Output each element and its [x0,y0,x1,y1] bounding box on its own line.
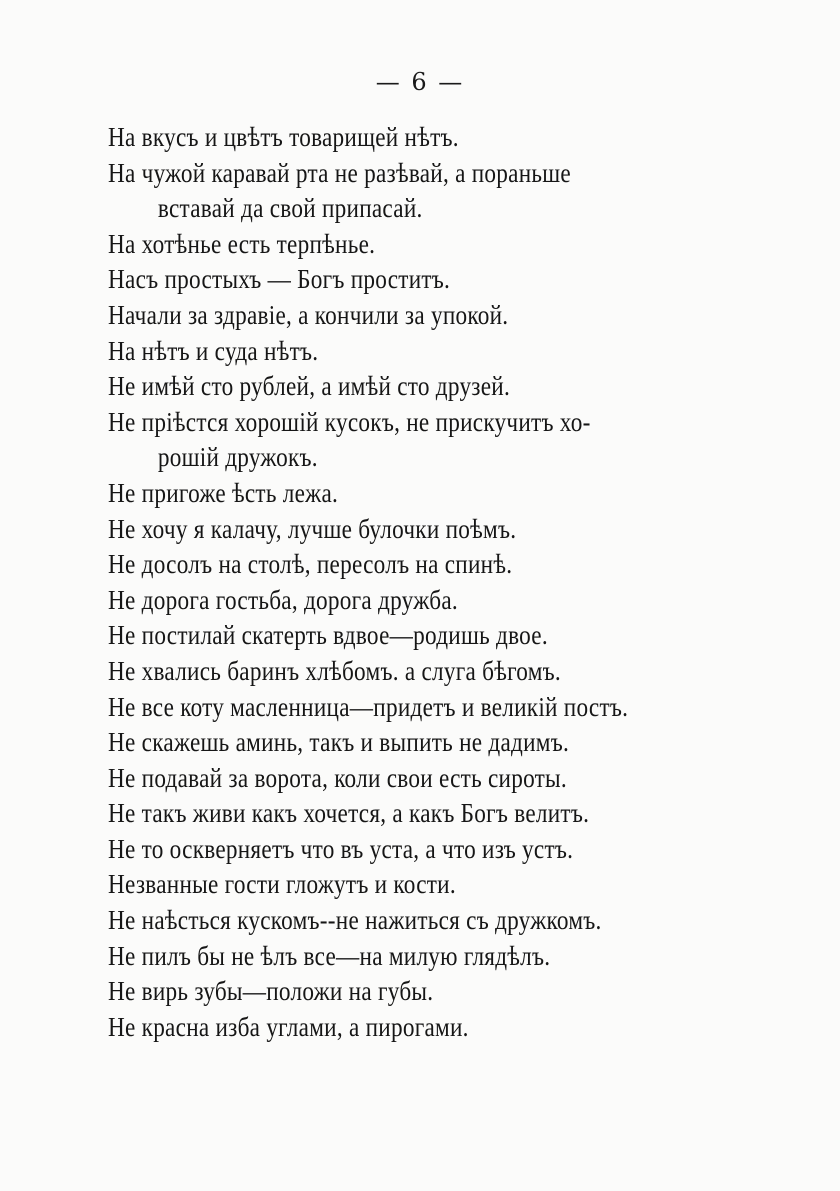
proverb-line: Насъ простыхъ — Богъ проститъ. [108,264,451,295]
proverb-line: Не имѣй сто рублей, а имѣй сто друзей. [108,371,511,402]
proverb-line: Не постилай скатерть вдвое—родишь двое. [108,620,548,651]
proverb-line: Не то оскверняетъ что въ уста, а что изъ устъ. [108,833,574,864]
proverb-line: Не наѣсться кускомъ--не нажиться съ дружкомъ. [108,905,602,936]
proverb-line: Не подавай за ворота, коли свои есть сироты. [108,762,567,793]
proverb-line: Не досолъ на столѣ, пересолъ на спинѣ. [108,549,513,580]
proverb-line: На хотѣнье есть терпѣнье. [108,228,376,259]
proverb-line: Не хвались баринъ хлѣбомъ. а слуга бѣгомъ. [108,655,561,686]
proverb-line-continuation: вставай да свой припасай. [157,193,423,224]
proverb-line: Не хочу я калачу, лучше булочки поѣмъ. [108,513,517,544]
proverb-line: На чужой каравай рта не разѣвай, а пораньше [108,157,571,188]
proverb-line: Не вирь зубы—положи на губы. [108,976,434,1007]
proverb-line: Не все коту масленница—придетъ и великій постъ. [108,691,629,722]
proverb-line: Незванные гости гложутъ и кости. [108,869,456,900]
proverb-line: Не пріѣстся хорошій кусокъ, не прискучитъ хо- [108,406,591,437]
proverb-line: Не такъ живи какъ хочется, а какъ Богъ велитъ. [108,798,590,829]
proverb-line: Не скажешь аминь, такъ и выпить не дадимъ. [108,727,570,758]
proverb-line: Не пилъ бы не ѣлъ все—на милую глядѣлъ. [108,940,551,971]
proverb-line: Не дорога гостьба, дорога дружба. [108,584,458,615]
proverb-line: Не пригоже ѣсть лежа. [108,477,339,508]
proverb-line-continuation: рошій дружокъ. [157,442,318,473]
proverb-line: На нѣтъ и суда нѣтъ. [108,335,319,366]
proverb-list [108,120,788,1045]
proverb-line: Начали за здравіе, а кончили за упокой. [108,299,509,330]
proverb-line: Не красна изба углами, а пирогами. [108,1011,469,1042]
page-number: — 6 — [375,68,465,96]
proverb-line: На вкусъ и цвѣтъ товарищей нѣтъ. [108,122,459,152]
